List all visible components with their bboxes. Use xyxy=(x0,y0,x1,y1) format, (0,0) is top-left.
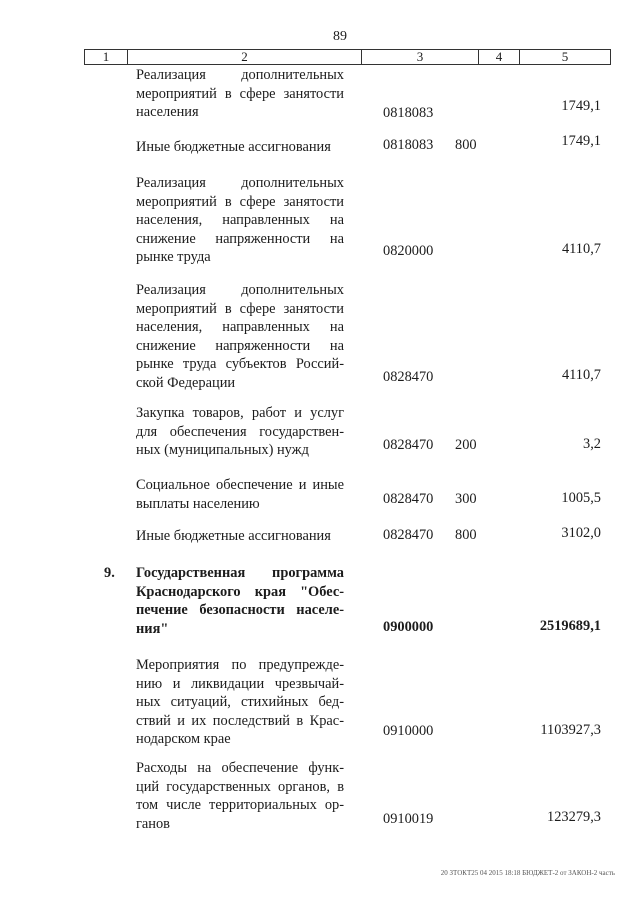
header-col-2: 2 xyxy=(128,50,362,64)
row-name: Иные бюджетные ассигнования xyxy=(136,139,331,155)
row-vr: 800 xyxy=(455,527,477,543)
row-amount: 1749,1 xyxy=(561,133,601,149)
row-name: Реализация дополнительных мероприятий в сфере занятости населения, направленных на снижение напряженности на рынке труда субъектов Россий-ской Федерации xyxy=(136,282,344,391)
row-amount: 1005,5 xyxy=(561,490,601,506)
header-col-1: 1 xyxy=(85,50,128,64)
header-col-4: 4 xyxy=(479,50,520,64)
row-vr: 200 xyxy=(455,437,477,453)
footer-stamp: 20 ЗТОКТ25 04 2015 18:18 БЮДЖЕТ-2 от ЗАКОН-2 часть xyxy=(440,869,615,877)
row-vr: 800 xyxy=(455,137,477,153)
row-code: 0820000 xyxy=(383,243,434,259)
page-number: 89 xyxy=(333,29,347,44)
header-col-5: 5 xyxy=(561,49,569,64)
row-code: 0828470 xyxy=(383,369,434,385)
row-name: Государственная программа Краснодарского края "Обес-печение безопасности населе-ния" xyxy=(136,565,344,637)
row-code: 0818083 xyxy=(383,137,434,153)
row-code: 0900000 xyxy=(383,619,434,635)
row-code: 0828470 xyxy=(383,527,434,543)
row-name: Социальное обеспечение и иные выплаты населению xyxy=(136,477,344,512)
row-name: Реализация дополнительных мероприятий в сфере занятости населения, направленных на снижение напряженности на рынке труда xyxy=(136,175,344,265)
row-code: 0828470 xyxy=(383,437,434,453)
row-name: Закупка товаров, работ и услуг для обеспечения государствен-ных (муниципальных) нужд xyxy=(136,405,344,458)
row-amount: 1749,1 xyxy=(561,98,601,114)
row-code: 0818083 xyxy=(383,105,434,121)
row-name: Реализация дополнительных мероприятий в сфере занятости населения xyxy=(136,67,344,120)
row-vr: 300 xyxy=(455,491,477,507)
row-amount: 123279,3 xyxy=(547,809,601,825)
row-name: Мероприятия по предупрежде-нию и ликвидации чрезвычай-ных ситуаций, стихийных бед-ствий и их последствий в Крас-нодарском крае xyxy=(136,657,344,747)
row-amount: 1103927,3 xyxy=(540,722,601,738)
row-amount: 2519689,1 xyxy=(539,618,601,634)
row-amount: 3102,0 xyxy=(561,525,601,541)
row-code: 0910000 xyxy=(383,723,434,739)
row-name: Иные бюджетные ассигнования xyxy=(136,528,331,544)
header-col-3: 3 xyxy=(362,50,479,64)
row-name: Расходы на обеспечение функ-ций государственных органов, в том числе территориальных ор-ганов xyxy=(136,760,344,832)
row-amount: 3,2 xyxy=(583,436,601,452)
row-amount: 4110,7 xyxy=(561,367,601,383)
row-code: 0828470 xyxy=(383,491,434,507)
row-code: 0910019 xyxy=(383,811,434,827)
row-amount: 4110,7 xyxy=(561,241,601,257)
table-header xyxy=(84,49,611,65)
row-number: 9. xyxy=(104,565,115,581)
